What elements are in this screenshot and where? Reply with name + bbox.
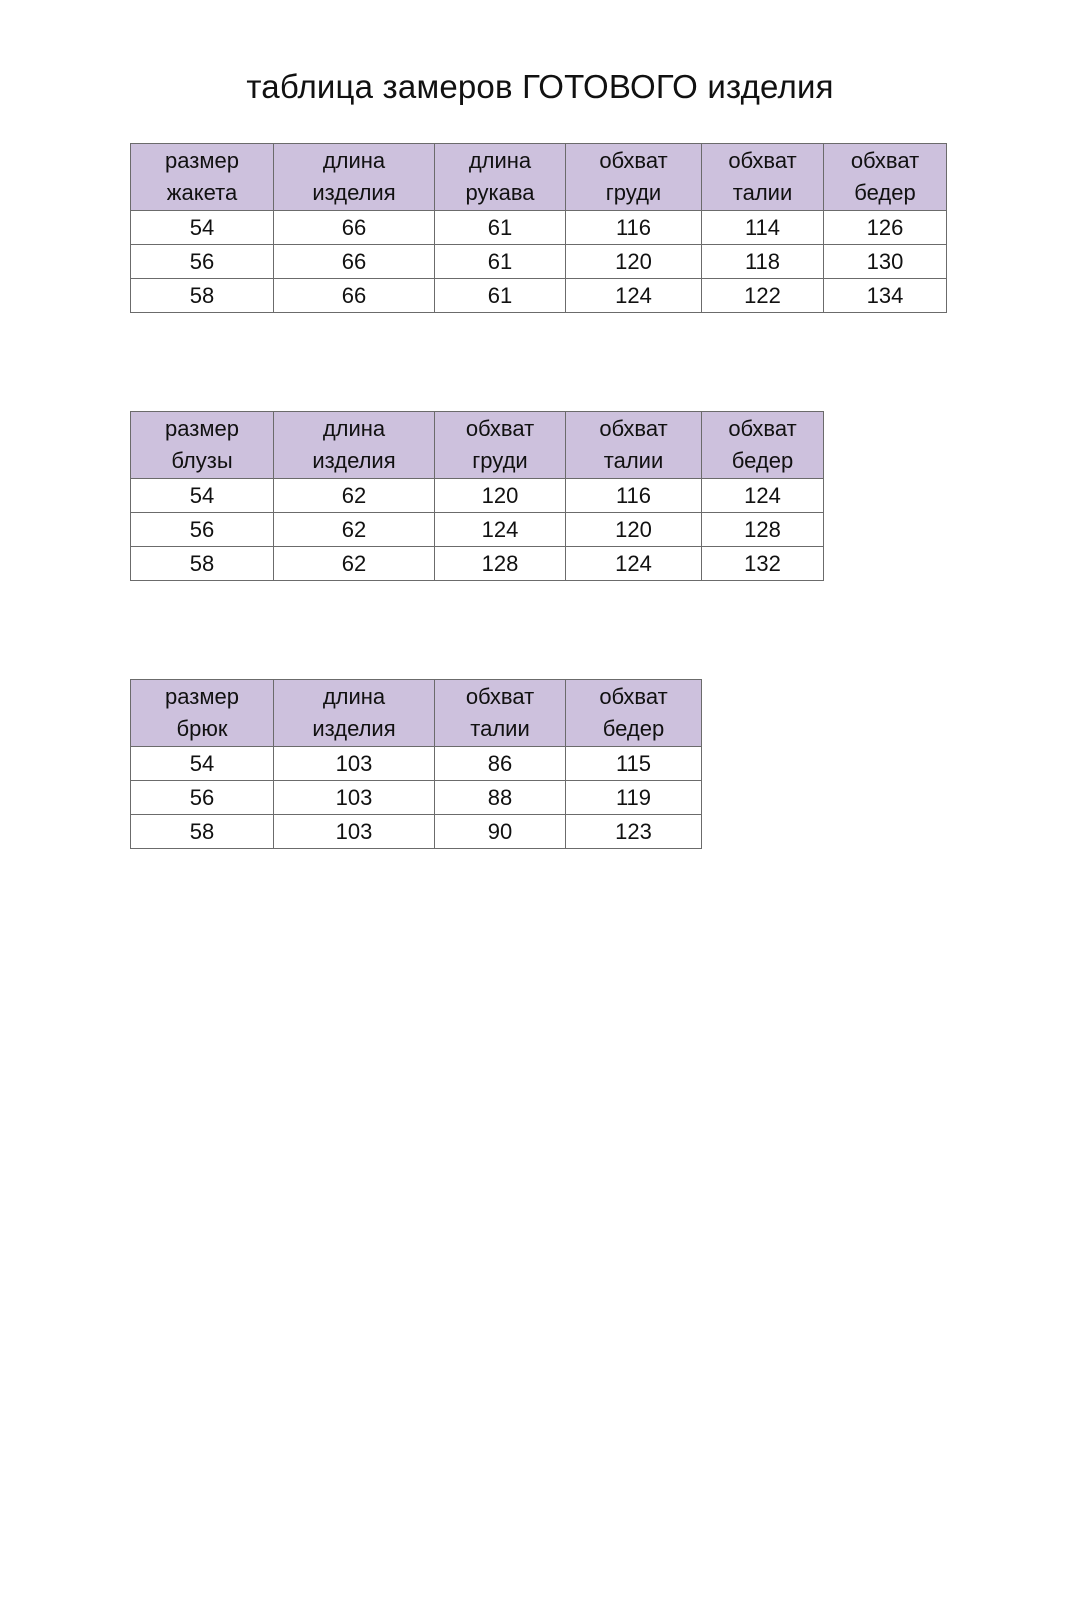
table-cell: 118 — [702, 245, 824, 279]
table-cell: 128 — [435, 547, 566, 581]
table-cell: 122 — [702, 279, 824, 313]
table-cell: 54 — [131, 479, 274, 513]
table-cell: 119 — [566, 781, 702, 815]
table-cell: 58 — [131, 279, 274, 313]
table-cell: 56 — [131, 245, 274, 279]
table-cell: 114 — [702, 211, 824, 245]
header-cell: обхват талии — [566, 412, 702, 479]
header-cell: длина изделия — [274, 680, 435, 747]
header-cell: размер блузы — [131, 412, 274, 479]
table-cell: 115 — [566, 747, 702, 781]
header-cell: длина изделия — [274, 412, 435, 479]
table-cell: 61 — [435, 245, 566, 279]
table-cell: 123 — [566, 815, 702, 849]
blouse-size-table — [130, 411, 824, 581]
table-cell: 126 — [824, 211, 947, 245]
table-cell: 54 — [131, 747, 274, 781]
header-cell: размер брюк — [131, 680, 274, 747]
header-cell: обхват бедер — [566, 680, 702, 747]
table-cell: 124 — [702, 479, 824, 513]
header-cell: обхват бедер — [702, 412, 824, 479]
table-header-row — [131, 680, 702, 747]
header-cell: размер жакета — [131, 144, 274, 211]
table-cell: 103 — [274, 747, 435, 781]
table-row — [131, 479, 824, 513]
table-cell: 58 — [131, 547, 274, 581]
table-cell: 124 — [435, 513, 566, 547]
table-row — [131, 747, 702, 781]
table-cell: 116 — [566, 211, 702, 245]
table-row — [131, 815, 702, 849]
table-cell: 103 — [274, 781, 435, 815]
table-cell: 86 — [435, 747, 566, 781]
table-cell: 56 — [131, 781, 274, 815]
jacket-size-table — [130, 143, 947, 313]
header-cell: обхват груди — [566, 144, 702, 211]
table-cell: 62 — [274, 479, 435, 513]
table-cell: 54 — [131, 211, 274, 245]
table-cell: 61 — [435, 279, 566, 313]
table-cell: 120 — [566, 513, 702, 547]
table-cell: 88 — [435, 781, 566, 815]
table-cell: 66 — [274, 211, 435, 245]
table-cell: 103 — [274, 815, 435, 849]
table-cell: 134 — [824, 279, 947, 313]
table-cell: 120 — [435, 479, 566, 513]
header-cell: обхват бедер — [824, 144, 947, 211]
table-cell: 61 — [435, 211, 566, 245]
table-cell: 116 — [566, 479, 702, 513]
trousers-size-table — [130, 679, 702, 849]
table-row — [131, 781, 702, 815]
table-cell: 130 — [824, 245, 947, 279]
table-cell: 62 — [274, 547, 435, 581]
table-cell: 58 — [131, 815, 274, 849]
table-cell: 128 — [702, 513, 824, 547]
header-cell: обхват груди — [435, 412, 566, 479]
table-cell: 56 — [131, 513, 274, 547]
table-cell: 66 — [274, 245, 435, 279]
table-cell: 120 — [566, 245, 702, 279]
table-cell: 66 — [274, 279, 435, 313]
table-header-row — [131, 144, 947, 211]
header-cell: обхват талии — [435, 680, 566, 747]
table-row — [131, 211, 947, 245]
header-cell: длина рукава — [435, 144, 566, 211]
table-cell: 124 — [566, 279, 702, 313]
table-row — [131, 513, 824, 547]
table-cell: 62 — [274, 513, 435, 547]
table-cell: 90 — [435, 815, 566, 849]
table-cell: 124 — [566, 547, 702, 581]
table-row — [131, 245, 947, 279]
table-cell: 132 — [702, 547, 824, 581]
header-cell: обхват талии — [702, 144, 824, 211]
page-title: таблица замеров ГОТОВОГО изделия — [246, 68, 834, 105]
table-row — [131, 279, 947, 313]
table-header-row — [131, 412, 824, 479]
table-row — [131, 547, 824, 581]
header-cell: длина изделия — [274, 144, 435, 211]
